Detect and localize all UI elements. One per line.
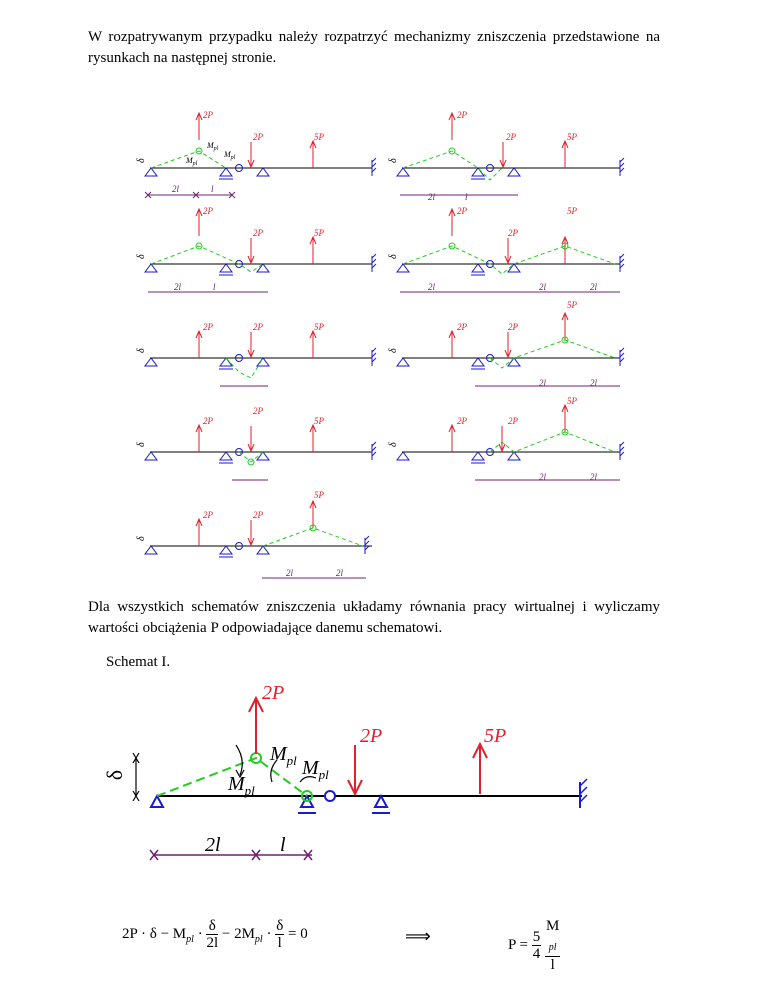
schema1-span-l: l (280, 834, 286, 856)
svg-text:2P: 2P (457, 110, 467, 120)
svg-text:2P: 2P (508, 416, 518, 426)
mechanism-a (136, 110, 380, 200)
mechanism-d (388, 206, 624, 292)
svg-text:2P: 2P (253, 510, 263, 520)
svg-text:2l: 2l (428, 192, 436, 202)
mechanism-f (388, 300, 624, 388)
svg-text:δ: δ (388, 348, 399, 353)
svg-text:2P: 2P (506, 132, 516, 142)
svg-text:5P: 5P (567, 396, 577, 406)
svg-text:5P: 5P (567, 300, 577, 310)
svg-text:2l: 2l (286, 568, 294, 578)
svg-text:Mpl: $M_{pl}$ (186, 156, 198, 167)
svg-text:2P: 2P (508, 322, 518, 332)
mechanism-h (388, 396, 624, 482)
svg-text:Mpl: $M_{pl}$ (207, 141, 219, 152)
svg-text:2P: 2P (253, 228, 263, 238)
mechanism-b (388, 110, 624, 202)
svg-text:δ: δ (388, 254, 399, 259)
implies-symbol: ⟹ (405, 926, 431, 946)
schema1-moment-3: $M_{pl}$ (302, 757, 329, 782)
svg-text:2P: 2P (508, 228, 518, 238)
svg-text:2l: 2l (336, 568, 344, 578)
schema1-moment-2: $M_{pl}$ (228, 773, 255, 798)
svg-text:5P: 5P (567, 132, 577, 142)
svg-text:2P: 2P (203, 510, 213, 520)
svg-text:2l: 2l (428, 282, 436, 292)
schema-1-diagram (133, 698, 587, 860)
svg-text:5P: 5P (314, 132, 324, 142)
svg-text:2l: 2l (590, 472, 598, 482)
svg-text:2P: 2P (203, 416, 213, 426)
svg-text:5P: 5P (314, 416, 324, 426)
schema1-label-5P: 5P (484, 725, 507, 747)
mechanism-g (136, 406, 376, 480)
schema1-delta: δ (102, 769, 128, 781)
schema1-label-2P-down: 2P (360, 725, 383, 747)
svg-text:2l: 2l (539, 378, 547, 388)
svg-text:5P: 5P (314, 228, 324, 238)
svg-text:5P: 5P (314, 322, 324, 332)
svg-text:l: l (211, 184, 214, 194)
intro-paragraph: W rozpatrywanym przypadku należy rozpatrzyć mechanizmy zniszczenia przedstawione na rysunkach na następnej stronie. (88, 29, 660, 66)
schema1-span-2l: 2l (205, 834, 221, 856)
svg-text:δ: δ (388, 442, 399, 447)
svg-text:2l: 2l (174, 282, 182, 292)
mechanism-i (136, 490, 372, 578)
svg-text:l: l (213, 282, 216, 292)
svg-text:2P: 2P (253, 322, 263, 332)
svg-text:2l: 2l (590, 282, 598, 292)
svg-text:2P: 2P (457, 206, 467, 216)
svg-text:l: l (465, 192, 468, 202)
svg-text:δ: δ (136, 442, 147, 447)
result-equation: P = $\frac{5}{4}$ M $_{pl}$ l (508, 918, 560, 973)
svg-text:2P: 2P (253, 406, 263, 416)
mechanism-e (136, 322, 376, 386)
svg-text:2P: 2P (203, 322, 213, 332)
svg-text:Mpl: $M_{pl}$ (224, 150, 236, 161)
virtual-work-equation: $2P \cdot \delta - M_{pl}$ · $\frac{\delta}{2l}$ − $2M_{pl}$ · $\frac{\delta}{l}$ = 0 (122, 918, 308, 951)
svg-text:δ: δ (136, 158, 147, 163)
svg-text:δ: δ (388, 158, 399, 163)
schema1-moment-1: $M_{pl}$ (270, 743, 297, 768)
svg-text:δ: δ (136, 536, 147, 541)
svg-text:2P: 2P (203, 110, 213, 120)
mechanism-c (136, 206, 376, 292)
svg-text:2P: 2P (457, 322, 467, 332)
svg-text:δ: δ (136, 348, 147, 353)
svg-text:2l: 2l (539, 472, 547, 482)
schema1-label-2P-up: 2P (262, 682, 285, 704)
svg-text:2l: 2l (172, 184, 180, 194)
svg-text:2l: 2l (539, 282, 547, 292)
svg-text:2l: 2l (590, 378, 598, 388)
svg-text:5P: 5P (314, 490, 324, 500)
virtual-work-paragraph: Dla wszystkich schematów zniszczenia układamy równania pracy wirtualnej i wyliczamy wartości obciążenia P odpowiadające danemu schematowi. (88, 599, 660, 636)
schema-heading: Schemat I. (106, 654, 171, 670)
svg-text:2P: 2P (203, 206, 213, 216)
svg-text:2P: 2P (253, 132, 263, 142)
svg-text:2P: 2P (457, 416, 467, 426)
svg-text:5P: 5P (567, 206, 577, 216)
svg-text:δ: δ (136, 254, 147, 259)
